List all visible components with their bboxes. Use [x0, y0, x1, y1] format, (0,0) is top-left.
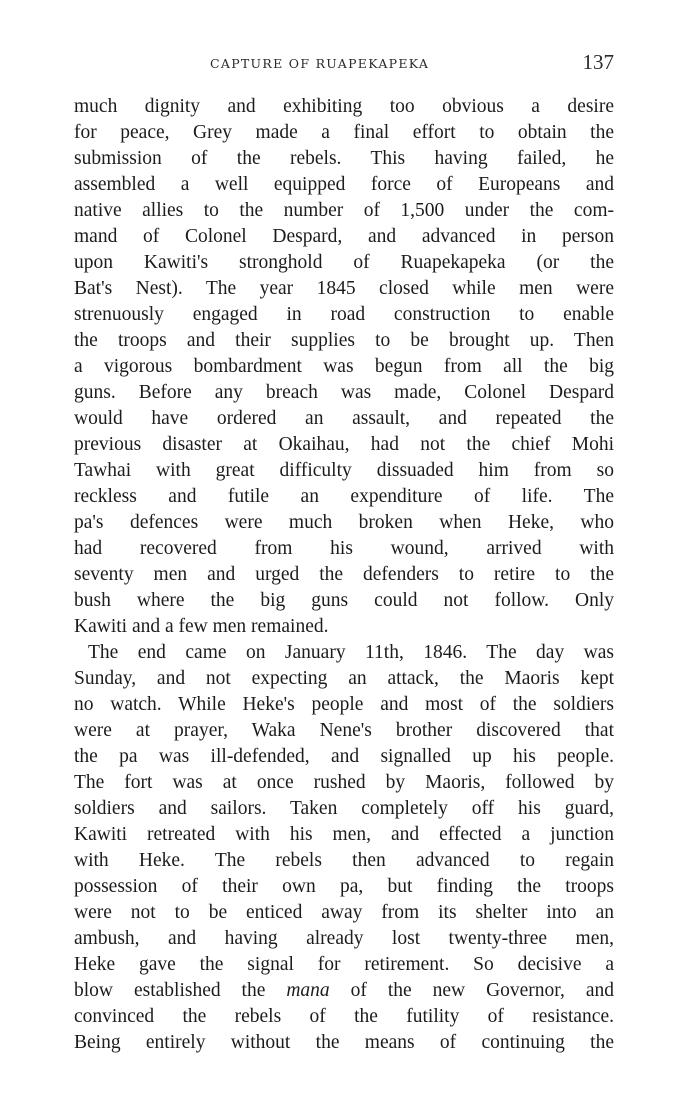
text-line: Being entirely without the means of continuing the — [74, 1032, 614, 1053]
text-line: The end came on January 11th, 1846. The day was — [88, 642, 614, 663]
text-line: would have ordered an assault, and repeated the — [74, 408, 614, 429]
text-line: for peace, Grey made a final effort to obtain the — [74, 122, 614, 143]
text-line-with-italic — [74, 978, 614, 1004]
text-line: submission of the rebels. This having failed, he — [74, 148, 614, 169]
text-line: much dignity and exhibiting too obvious a desire — [74, 96, 614, 117]
text-segment: blow established the — [74, 980, 287, 1001]
text-line: were not to be enticed away from its shelter into an — [74, 902, 614, 923]
text-line: soldiers and sailors. Taken completely off his guard, — [74, 798, 614, 819]
text-line: upon Kawiti's stronghold of Ruapekapeka (or the — [74, 252, 614, 273]
text-segment: of the new Governor, and — [329, 980, 615, 1001]
italic-word: mana — [286, 980, 330, 1001]
text-line: possession of their own pa, but finding the troops — [74, 876, 614, 897]
text-line: assembled a well equipped force of Europeans and — [74, 174, 614, 195]
text-line: the troops and their supplies to be brought up. Then — [74, 330, 614, 351]
text-line: Kawiti and a few men remained. — [74, 616, 329, 637]
text-line: no watch. While Heke's people and most of the soldiers — [74, 694, 614, 715]
text-line: Tawhai with great difficulty dissuaded him from so — [74, 460, 614, 481]
text-line: ambush, and having already lost twenty-three men, — [74, 928, 614, 949]
text-line: Bat's Nest). The year 1845 closed while men were — [74, 278, 614, 299]
text-line: native allies to the number of 1,500 under the com- — [74, 200, 614, 221]
text-line: Heke gave the signal for retirement. So decisive a — [74, 954, 614, 975]
text-line: with Heke. The rebels then advanced to regain — [74, 850, 614, 871]
text-line: bush where the big guns could not follow. Only — [74, 590, 614, 611]
running-title: CAPTURE OF RUAPEKAPEKA — [210, 56, 430, 71]
text-line: had recovered from his wound, arrived with — [74, 538, 614, 559]
text-line: The fort was at once rushed by Maoris, followed by — [74, 772, 614, 793]
text-line: Kawiti retreated with his men, and effected a junction — [74, 824, 614, 845]
text-line: pa's defences were much broken when Heke, who — [74, 512, 614, 533]
text-line: previous disaster at Okaihau, had not the chief Mohi — [74, 434, 614, 455]
text-line: the pa was ill-defended, and signalled up his people. — [74, 746, 614, 767]
text-line: Sunday, and not expecting an attack, the Maoris kept — [74, 668, 614, 689]
body-text — [74, 94, 614, 1056]
text-line: convinced the rebels of the futility of resistance. — [74, 1006, 614, 1027]
page-number: 137 — [582, 50, 614, 74]
text-line: guns. Before any breach was made, Colonel Despard — [74, 382, 614, 403]
text-line: seventy men and urged the defenders to retire to the — [74, 564, 614, 585]
text-line: a vigorous bombardment was begun from all the big — [74, 356, 614, 377]
text-line: reckless and futile an expenditure of life. The — [74, 486, 614, 507]
text-line: strenuously engaged in road construction to enable — [74, 304, 614, 325]
text-line: were at prayer, Waka Nene's brother discovered that — [74, 720, 614, 741]
text-line: mand of Colonel Despard, and advanced in person — [74, 226, 614, 247]
running-head — [74, 50, 614, 76]
